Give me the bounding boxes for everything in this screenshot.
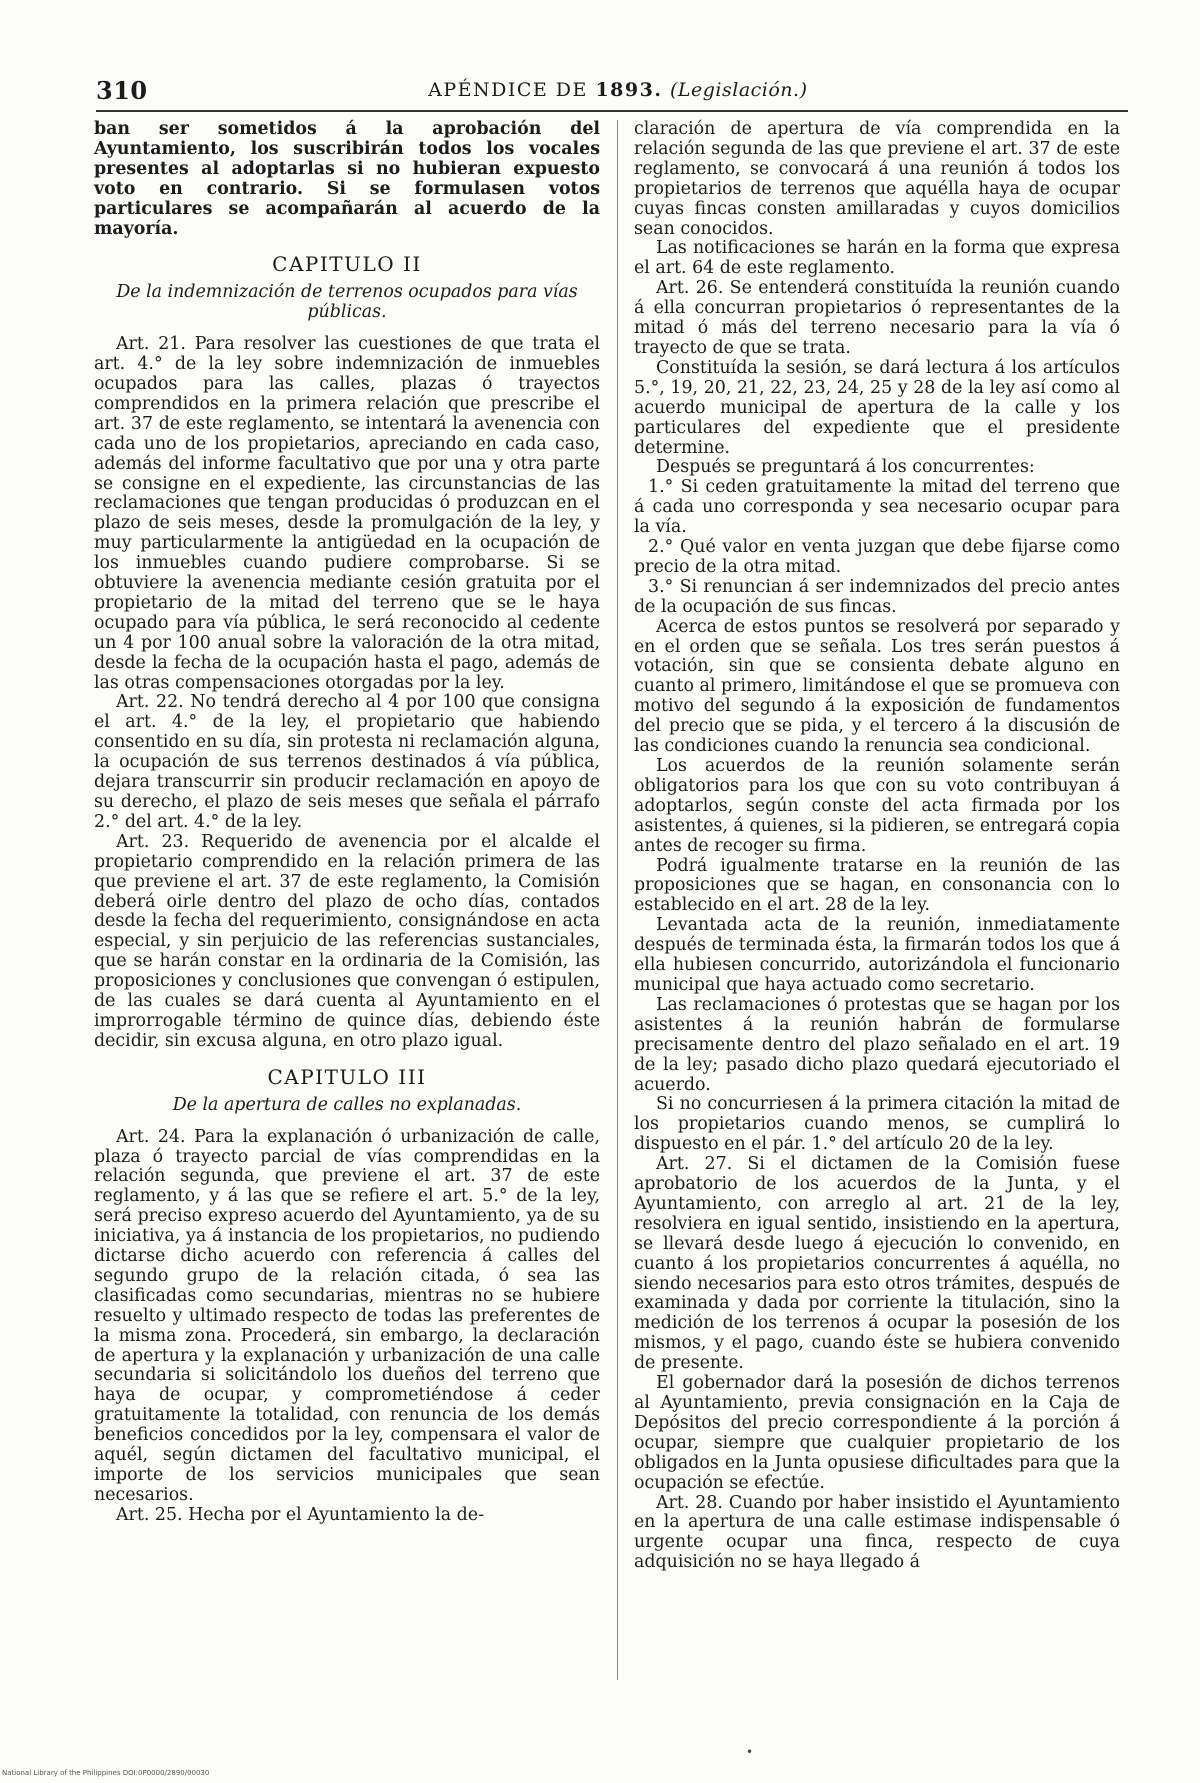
running-title-year: 1893. [595,79,663,101]
footer-credit: National Library of the Philippines DOI:0P0000/2890/00030 [2,1769,210,1777]
chapter-subtitle: De la indemnización de terrenos ocupados para vías públicas. [116,282,578,323]
paragraph: Los acuerdos de la reunión solamente serán obligatorios para los que con su voto contribuyan á adoptarlos, según conste del acta firmada por los asistentes, á quienes, si la pidieren, se entregará copia antes de recoger su firma. [634,756,1120,856]
paragraph: Si no concurriesen á la primera citación la mitad de los propietarios cuando menos, se cumplirá lo dispuesto en el pár. 1.° del artículo 20 de la ley. [634,1094,1120,1155]
running-title [148,79,1128,101]
running-title-section: (Legislación.) [669,79,808,101]
column-divider [617,120,618,1680]
paragraph: Las notificaciones se harán en la forma que expresa el art. 64 de este reglamento. [634,238,1120,279]
paragraph: Constituída la sesión, se dará lectura á los artículos 5.°, 19, 20, 21, 22, 23, 24, 25 y 28 de la ley así como al acuerdo municipal de apertura de la calle y los particulares del expediente que el presidente determine. [634,357,1120,458]
article-24: Art. 24. Para la explanación ó urbanización de calle, plaza ó trayecto parcial de vías comprendidas en la relación segunda, que previene el art. 37 de este reglamento, y á las que se refiere el art. 5.° de la ley, será preciso expreso acuerdo del Ayuntamiento, ya de su iniciativa, ya á instancia de los propietarios, no pudiendo dictarse dicho acuerdo con referencia á calles del segundo grupo de la relación citada, ó sea las clasificadas como secundarias, mientras no se hubiere resuelto y ultimado respecto de todas las preferentes de la misma zona. Procederá, sin embargo, la declaración de apertura y la explanación y urbanización de una calle secundaria si solicitándolo los dueños del terreno que haya de ocupar, y comprometiéndose á ceder gratuitamente la totalidad, con renuncia de los demás beneficios concedidos por la ley, compensara el valor de aquél, según dictamen del facultativo municipal, el importe de los servicios municipales que sean necesarios. [94,1126,600,1505]
chapter-subtitle: De la apertura de calles no explanadas. [172,1094,522,1115]
chapter-heading: CAPITULO III [267,1064,427,1089]
left-column [94,120,600,1526]
running-title-text: APÉNDICE DE [428,79,588,101]
page-header [96,70,1128,112]
list-item: 2.° Qué valor en venta juzgan que debe fijarse como precio de la otra mitad. [634,537,1120,577]
list-item: 3.° Si renuncian á ser indemnizados del precio antes de la ocupación de sus fincas. [634,576,1120,617]
article-21: Art. 21. Para resolver las cuestiones de que trata el art. 4.° de la ley sobre indemnización de inmuebles ocupados para las calles, plazas ó trayectos comprendidos en la primera relación que prescribe el art. 37 de este reglamento, se intentará la avenencia con cada uno de los propietarios, apreciando en cada caso, además del informe facultativo que por una y otra parte se consigne en el expediente, las circunstancias de las reclamaciones que tengan producidas ó produzcan en el plazo de seis meses, desde la promulgación de la ley, y muy particularmente la antigüedad en la ocupación de los inmuebles cuando pudiere comprobarse. Si se obtuviere la avenencia mediante cesión gratuita por el propietario de la mitad del terreno que se le haya ocupado para vía pública, le será reconocido al cedente un 4 por 100 anual sobre la valoración de la otra mitad, desde la fecha de la ocupación hasta el pago, además de las otras compensaciones otorgadas por la ley. [94,334,600,693]
article-23: Art. 23. Requerido de avenencia por el alcalde el propietario comprendido en la relación primera de las que previene el art. 37 de este reglamento, la Comisión deberá oirle dentro del plazo de ocho días, contados desde la fecha del requerimiento, consignándose en acta especial, y sin perjuicio de las referencias sustanciales, que se harán constar en la ordinaria de la Comisión, las proposiciones y conclusiones que convengan ó estipulen, de las cuales se dará cuenta al Ayuntamiento en el improrrogable término de quince días, debiendo éste decidir, sin excusa alguna, en otro plazo igual. [94,831,600,1051]
chapter-heading: CAPITULO II [272,252,422,277]
paragraph: Las reclamaciones ó protestas que se hagan por los asistentes á la reunión habrán de formularse precisamente dentro del plazo señalado en el art. 19 de la ley; pasado dicho plazo quedará ejecutoriado el acuerdo. [634,994,1120,1095]
article-25: Art. 25. Hecha por el Ayuntamiento la de- [116,1504,484,1525]
article-28: Art. 28. Cuando por haber insistido el Ayuntamiento en la apertura de una calle estimase indispensable ó urgente ocupar una finca, respecto de cuya adquisición no se haya llegado á [634,1492,1120,1573]
paragraph: Podrá igualmente tratarse en la reunión de las proposiciones que se hagan, en consonancia con lo establecido en el art. 28 de la ley. [634,855,1120,916]
article-26: Art. 26. Se entenderá constituída la reunión cuando á ella concurran propietarios ó representantes de la mitad ó más del terreno necesario para la vía ó trayecto de que se trata. [634,278,1120,358]
paragraph: Acerca de estos puntos se resolverá por separado y en el orden que se señala. Los tres serán puestos á votación, sin que se consienta debate alguno en cuanto al primero, limitándose el que se promueva con motivo del segundo á la exposición de fundamentos del precio que se pida, y el tercero á la discusión de las condiciones cuando la renuncia sea condicional. [634,616,1120,757]
page-dot-mark: • [746,1745,754,1759]
page-number: 310 [96,75,148,105]
article-27: Art. 27. Si el dictamen de la Comisión fuese aprobatorio de los acuerdos de la Junta, y el Ayuntamiento, con arreglo al art. 21 de la ley, resolviera en igual sentido, insistiendo en la apertura, se llevará desde luego á ejecución lo convenido, en cuanto á los propietarios concurrentes á aquélla, no siendo necesarios para esto otros trámites, después de examinada y dada por corriente la titulación, sino la medición de los terrenos á ocupar la posesión de los mismos, y el pago, cuando éste se hubiera convenido de presente. [634,1154,1120,1374]
list-item: 1.° Si ceden gratuitamente la mitad del terreno que á cada uno corresponda y sea necesario ocupar para la vía. [634,477,1120,538]
paragraph: ban ser sometidos á la aprobación del Ayuntamiento, los suscribirán todos los vocales presentes al adoptarlas si no hubieran expuesto voto en contrario. Si se formulasen votos particulares se acompañarán al acuerdo de la mayoría. [94,119,600,239]
paragraph: Levantada acta de la reunión, inmediatamente después de terminada ésta, la firmarán todos los que á ella hubiesen concurrido, autorizándola el funcionario municipal que haya actuado como secretario. [634,915,1120,995]
article-22: Art. 22. No tendrá derecho al 4 por 100 que consigna el art. 4.° de la ley, el propietario que habiendo consentido en su día, sin protesta ni reclamación alguna, la ocupación de sus terrenos destinados á vía pública, dejara transcurrir sin producir reclamación en apoyo de su derecho, el plazo de seis meses que señala el párrafo 2.° del art. 4.° de la ley. [94,692,600,832]
paragraph: El gobernador dará la posesión de dichos terrenos al Ayuntamiento, previa consignación en la Caja de Depósitos del precio correspondiente á la porción á ocupar, siempre que cualquier propietario de los obligados en la Junta opusiese dificultades para que la ocupación se efectúe. [634,1373,1120,1493]
paragraph: claración de apertura de vía comprendida en la relación segunda de las que previene el art. 37 de este reglamento, se convocará á una reunión á todos los propietarios de terrenos que aquélla haya de ocupar cuyas fincas consten amillaradas y cuyos domicilios sean conocidos. [634,119,1120,239]
right-column [634,120,1120,1573]
paragraph: Después se preguntará á los concurrentes: [656,457,1035,478]
